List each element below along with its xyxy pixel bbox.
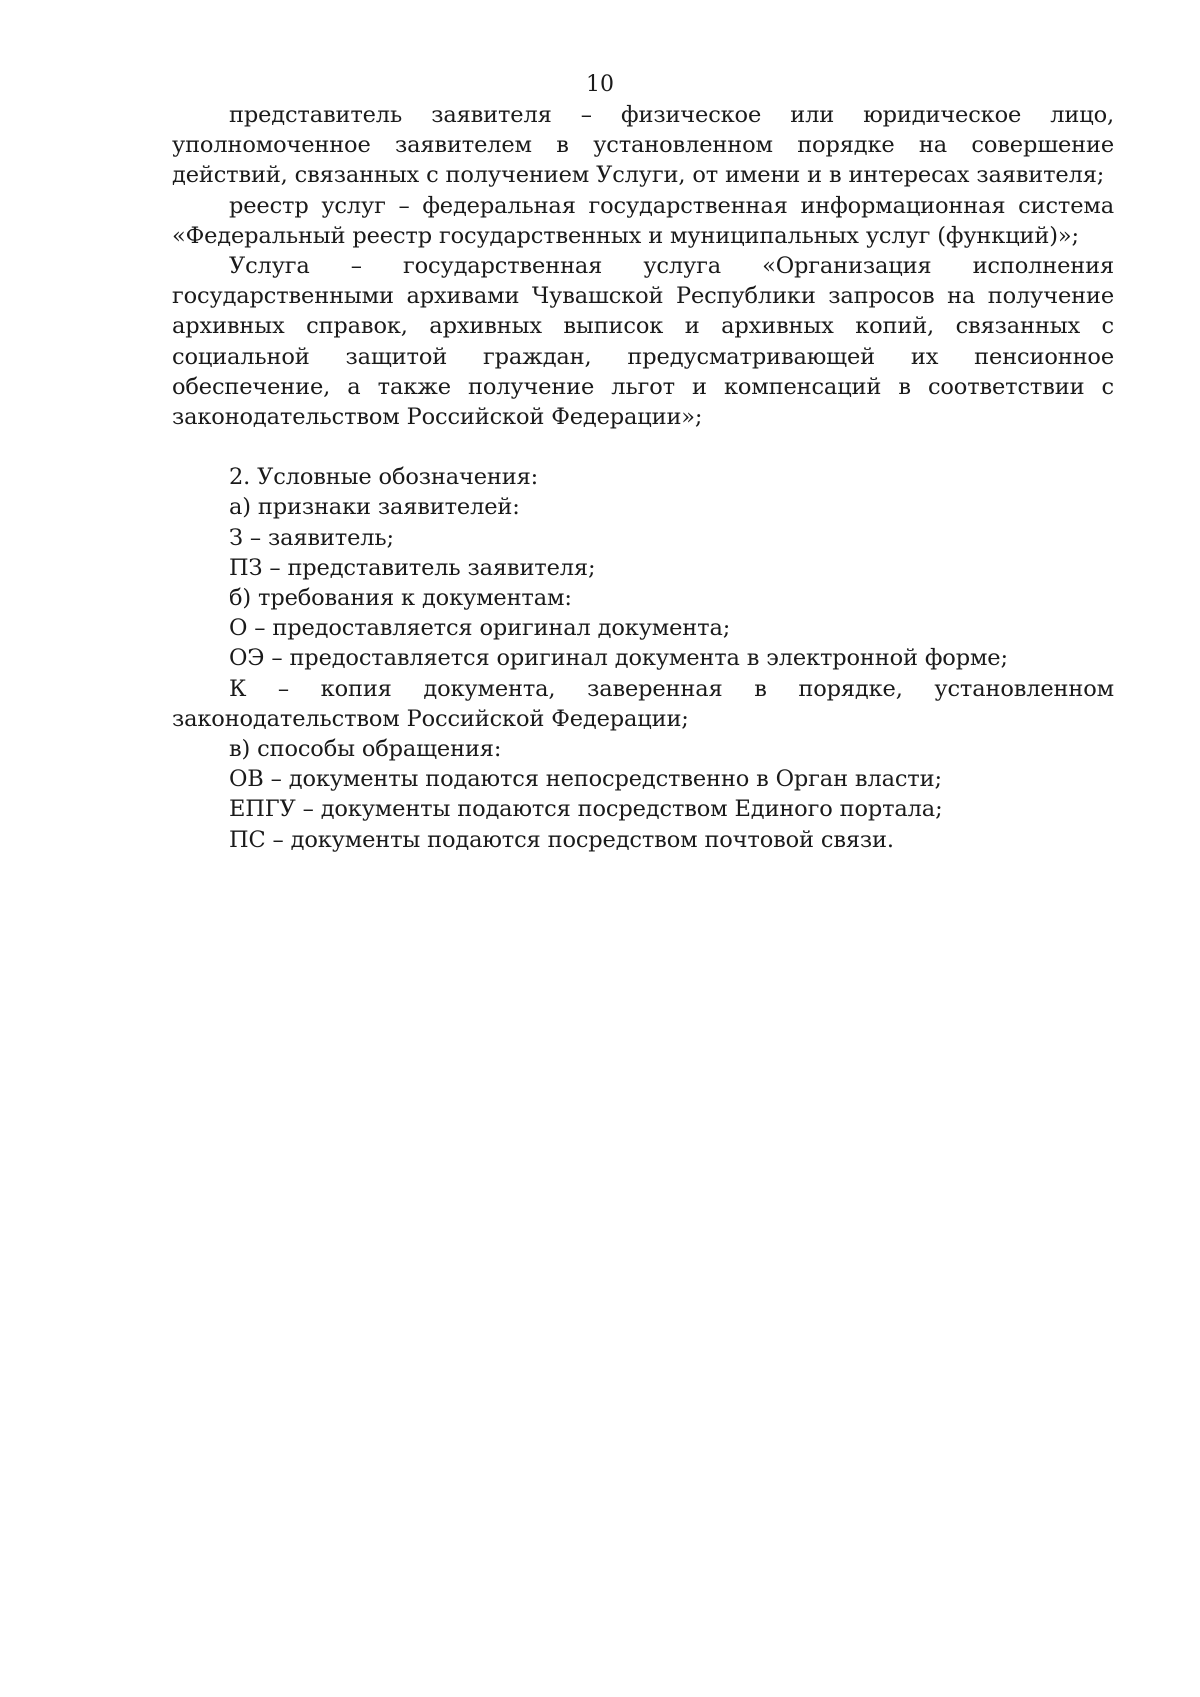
legend-item-representative: ПЗ – представитель заявителя; bbox=[229, 554, 596, 581]
legend-item-original: О – предоставляется оригинал документа; bbox=[229, 615, 731, 642]
legend-item-electronic-original: ОЭ – предоставляется оригинал документа в электронной форме; bbox=[229, 645, 1008, 672]
legend-item-authority: ОВ – документы подаются непосредственно в Орган власти; bbox=[229, 766, 942, 793]
paragraph-spacer bbox=[172, 432, 1114, 462]
definition-representative: представитель заявителя – физическое или юридическое лицо, уполномоченное заявителем в установленном порядке на совершение действий, связанных с получением Услуги, от имени и в интересах заявителя; bbox=[172, 102, 1114, 189]
definition-service: Услуга – государственная услуга «Организация исполнения государственными архивами Чувашской Республики запросов на получение архивных справок, архивных выписок и архивных копий, связанных с социальной защитой граждан, предусматривающей их пенсионное обеспечение, а также получение льгот и компенсаций в соответствии с законодательством Российской Федерации»; bbox=[172, 253, 1114, 431]
section-title: 2. Условные обозначения: bbox=[229, 464, 539, 491]
legend-item-portal: ЕПГУ – документы подаются посредством Единого портала; bbox=[229, 796, 943, 823]
definition-service-registry: реестр услуг – федеральная государственная информационная система «Федеральный реестр государственных и муниципальных услуг (функций)»; bbox=[172, 192, 1114, 249]
page-number: 10 bbox=[586, 72, 614, 97]
legend-heading-applicant-signs: а) признаки заявителей: bbox=[229, 494, 520, 521]
legend-heading-document-requirements: б) требования к документам: bbox=[229, 585, 572, 612]
legend-item-certified-copy: К – копия документа, заверенная в порядке, установленном законодательством Российской Федерации; bbox=[172, 675, 1114, 732]
document-body bbox=[172, 100, 1114, 855]
legend-item-applicant: З – заявитель; bbox=[229, 524, 394, 551]
legend-item-post: ПС – документы подаются посредством почтовой связи. bbox=[229, 826, 894, 853]
legend-heading-submission-methods: в) способы обращения: bbox=[229, 736, 502, 763]
